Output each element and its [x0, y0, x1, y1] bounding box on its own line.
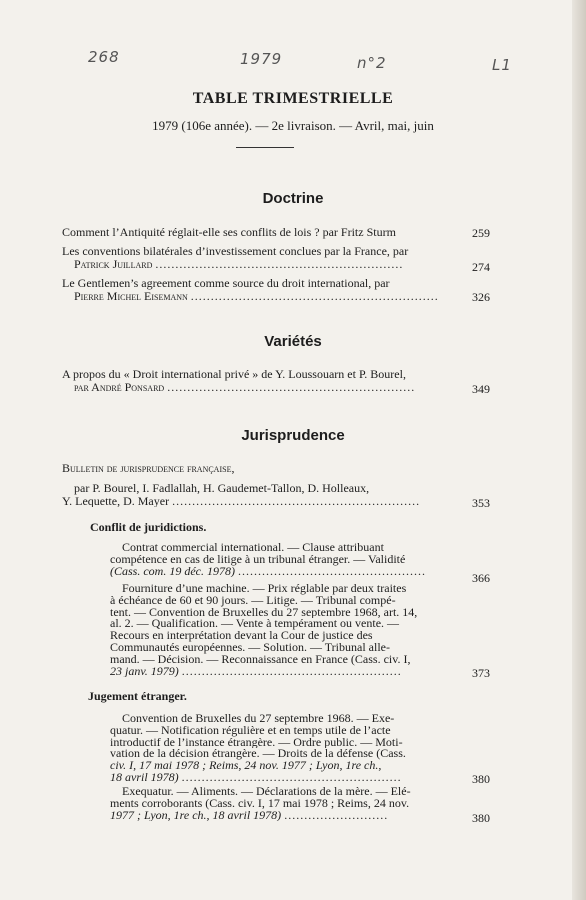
- section-heading-jurisprudence: Jurisprudence: [241, 427, 345, 444]
- toc-entry: par P. Bourel, I. Fadlallah, H. Gaudemet-Tallon, D. Holleaux, Y. Lequette, D. Mayer ..............................................................: [62, 482, 464, 507]
- case-line: Communautés européennes. — Solution. — Tribunal alle-: [110, 641, 390, 654]
- case-citation: 18 avril 1978): [110, 771, 179, 784]
- entry-page: 380: [472, 772, 490, 786]
- case-citation: 23 janv. 1979): [110, 665, 179, 678]
- toc-entry: [62, 226, 462, 239]
- entry-authors-2: Y. Lequette, D. Mayer: [62, 494, 170, 507]
- case-line: tent. — Convention de Bruxelles du 27 septembre 1968, art. 14,: [110, 606, 418, 619]
- subheading-jugement: Jugement étranger.: [88, 689, 187, 703]
- toc-entry: Le Gentlemen’s agreement comme source du droit international, par Pierre Michel Eisemann ..............................................................: [62, 277, 462, 302]
- case-line: introductif de l’instance étrangère. — Ordre public. — Moti-: [110, 736, 403, 749]
- case-line: Convention de Bruxelles du 27 septembre 1968. — Exe-: [122, 713, 395, 725]
- case-line: ments corroborants (Cass. civ. I, 17 mai 1978 ; Reims, 24 nov.: [110, 797, 410, 810]
- entry-page: 366: [472, 571, 490, 585]
- case-line: Recours en interprétation devant la Cour de justice des: [110, 630, 373, 642]
- case-entry: Convention de Bruxelles du 27 septembre 1968. — Exe- quatur. — Notification régulière et en temps utile de l’acte introductif de l’instance étrangère. — Ordre public. — Moti- vation de la décision étrangère. — Droits de la défense (Cass. civ. I, 17 mai 1978 ; Reims, 24 nov. 1977 ; Lyon, 1re ch., 18 avril 1978) .......................................................: [110, 713, 460, 784]
- handwritten-year: 1979: [240, 50, 283, 68]
- entry-authors: par P. Bourel, I. Fadlallah, H. Gaudemet-Tallon, D. Holleaux,: [74, 482, 370, 495]
- case-entry: Fourniture d’une machine. — Prix réglable par deux traites à échéance de 60 et 90 jours. — Litige. — Tribunal compé- tent. — Convention de Bruxelles du 27 septembre 1968, art. 14, al. 2. — Qualification. — Vente à tempérament ou vente. — Recours en interprétation devant la Cour de justice des Communautés européennes. — Solution. — Tribunal alle- mand. — Décision. — Reconnaissance en France (Cass. civ. I, 23 janv. 1979) .......................................................: [110, 583, 460, 677]
- page-title: TABLE TRIMESTRIELLE: [192, 90, 394, 107]
- entry-text: Comment l’Antiquité réglait-elle ses conflits de lois ? par Fritz Sturm: [62, 226, 396, 239]
- bulletin-title: [62, 462, 462, 475]
- toc-entry: A propos du « Droit international privé » de Y. Loussouarn et P. Bourel, par André Ponsard ..............................................................: [62, 368, 462, 393]
- handwritten-code: L1: [492, 56, 512, 74]
- entry-page: 274: [472, 260, 490, 274]
- case-line: al. 2. — Qualification. — Vente à tempérament ou vente. —: [110, 618, 400, 631]
- entry-text: Les conventions bilatérales d’investissement conclues par la France, par: [62, 245, 409, 258]
- page-edge: [572, 0, 586, 900]
- entry-page: 380: [472, 811, 490, 825]
- case-line: vation de la décision étrangère. — Droits de la défense (Cass.: [110, 748, 406, 761]
- case-citation: (Cass. com. 19 déc. 1978): [110, 565, 235, 578]
- page-subtitle: 1979 (106e année). — 2e livraison. — Avril, mai, juin: [152, 118, 434, 133]
- case-line: quatur. — Notification régulière et en temps utile de l’acte: [110, 724, 391, 737]
- section-heading-varietes: Variétés: [264, 333, 322, 350]
- case-line: Exequatur. — Aliments. — Déclarations de la mère. — Elé-: [122, 786, 411, 798]
- entry-text: Le Gentlemen’s agreement comme source du droit international, par: [62, 277, 390, 290]
- entry-page: 259: [472, 226, 490, 240]
- entry-author: Pierre Michel Eisemann: [74, 289, 188, 302]
- case-citation: 1977 ; Lyon, 1re ch., 18 avril 1978): [110, 809, 282, 822]
- case-entry: Contrat commercial international. — Clause attribuant compétence en cas de litige à un tribunal étranger. — Validité (Cass. com. 19 déc. 1978) ...............................................: [110, 542, 460, 577]
- entry-page: 353: [472, 496, 490, 510]
- entry-page: 326: [472, 290, 490, 304]
- entry-author: Patrick Juillard: [74, 257, 153, 270]
- entry-text: A propos du « Droit international privé » de Y. Loussouarn et P. Bourel,: [62, 368, 406, 381]
- toc-entry: Les conventions bilatérales d’investissement conclues par la France, par Patrick Juillard ..............................................................: [62, 245, 462, 270]
- case-citation: civ. I, 17 mai 1978 ; Reims, 24 nov. 1977 ; Lyon, 1re ch.,: [110, 760, 382, 772]
- case-line: Fourniture d’une machine. — Prix réglable par deux traites: [122, 583, 407, 595]
- case-line: Contrat commercial international. — Clause attribuant: [122, 542, 384, 554]
- title-rule: [236, 147, 294, 148]
- handwritten-issue: n°2: [357, 54, 387, 72]
- case-entry: Exequatur. — Aliments. — Déclarations de la mère. — Elé- ments corroborants (Cass. civ. I, 17 mai 1978 ; Reims, 24 nov. 1977 ; Lyon, 1re ch., 18 avril 1978) ..........................: [110, 786, 460, 821]
- case-line: mand. — Décision. — Reconnaissance en France (Cass. civ. I,: [110, 653, 411, 666]
- entry-page: 349: [472, 382, 490, 396]
- entry-author: par André Ponsard: [74, 380, 165, 393]
- case-line: compétence en cas de litige à un tribunal étranger. — Validité: [110, 553, 406, 566]
- handwritten-number: 268: [88, 48, 120, 66]
- bulletin-text: Bulletin de jurisprudence française,: [62, 462, 235, 475]
- subheading-conflit: Conflit de juridictions.: [90, 520, 207, 534]
- case-line: à échéance de 60 et 90 jours. — Litige. — Tribunal compé-: [110, 594, 396, 607]
- section-heading-doctrine: Doctrine: [262, 190, 324, 207]
- entry-page: 373: [472, 666, 490, 680]
